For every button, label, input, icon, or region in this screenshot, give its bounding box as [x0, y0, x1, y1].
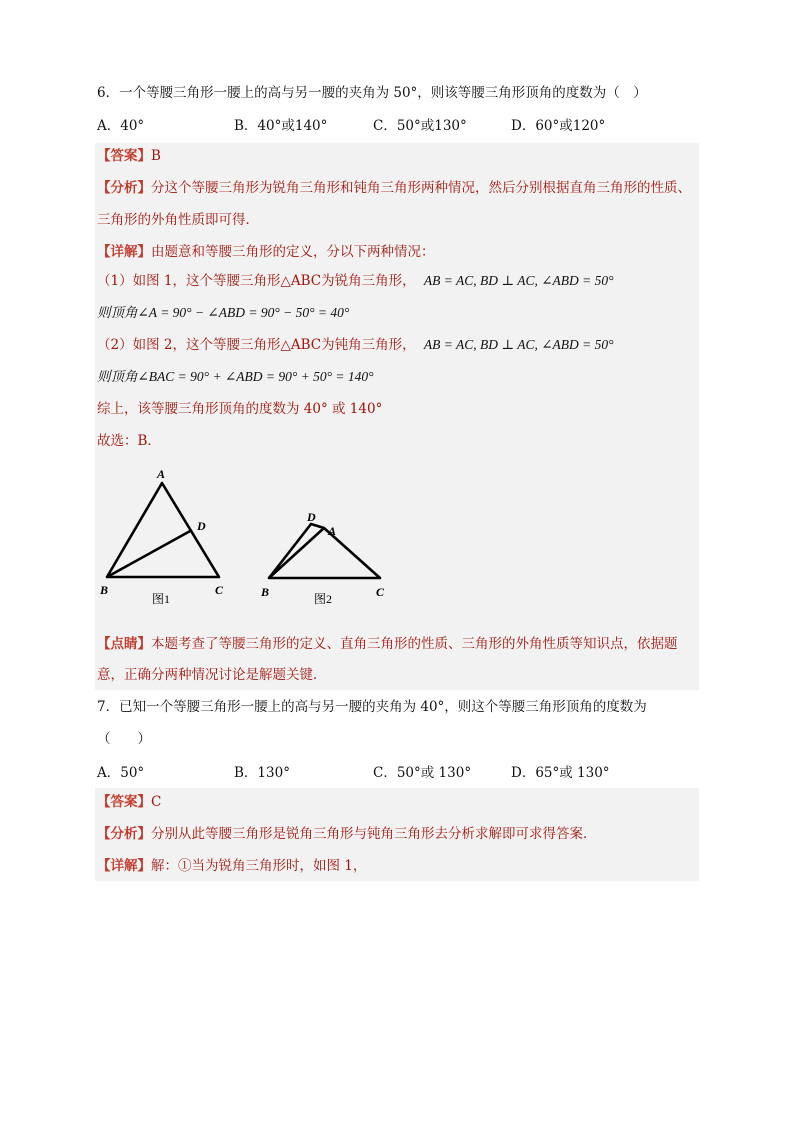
fig2-label-b: B — [261, 585, 270, 599]
detail-tag: 【详解】 — [97, 858, 151, 874]
case-1-row — [97, 271, 614, 291]
analysis-text-1: 分这个等腰三角形为锐角三角形和钝角三角形两种情况，然后分别根据直角三角形的性质、 — [151, 180, 691, 196]
fig2-label-a: A — [328, 524, 337, 538]
q6-analysis-row — [97, 178, 691, 198]
fig1-label-c: C — [215, 583, 224, 597]
analysis-tag: 【分析】 — [97, 826, 151, 842]
case-1-result: 则顶角∠A = 90° − ∠ABD = 90° − 50° = 40° — [97, 305, 350, 320]
option-a[interactable]: A．40° — [97, 118, 145, 134]
option-b[interactable]: B．40°或140° — [234, 118, 328, 134]
fig1-caption: 图1 — [152, 592, 171, 606]
option-c[interactable]: C．50°或130° — [373, 118, 467, 134]
analysis-text-2: 三角形的外角性质即可得． — [97, 212, 259, 228]
q6-detail-row — [97, 242, 435, 262]
q7-analysis-row — [97, 824, 597, 844]
question-7-stem: 7．已知一个等腰三角形一腰上的高与另一腰的夹角为 40°，则这个等腰三角形顶角的度数为 — [97, 699, 647, 715]
q7-answer-row — [97, 792, 161, 812]
case-1-condition: AB = AC, BD ⊥ AC, ∠ABD = 50° — [423, 273, 614, 288]
answer-tag: 【答案】 — [97, 148, 151, 164]
summary-text: 综上，该等腰三角形顶角的度数为 40° 或 140° — [97, 401, 383, 417]
comment-text-1: 本题考查了等腰三角形的定义、直角三角形的性质、三角形的外角性质等知识点，依据题 — [151, 636, 678, 652]
option-c[interactable]: C．50°或 130° — [373, 765, 472, 781]
comment-tag: 【点睛】 — [97, 636, 151, 652]
answer-value: B — [151, 148, 161, 164]
figure-2 — [260, 510, 385, 606]
answer-tag: 【答案】 — [97, 794, 151, 810]
question-7-options — [97, 761, 697, 781]
option-d[interactable]: D．65°或 130° — [511, 765, 610, 781]
q6-comment-row — [97, 634, 678, 654]
fig2-label-d: D — [307, 510, 316, 524]
question-6-options — [97, 114, 697, 134]
analysis-tag: 【分析】 — [97, 180, 151, 196]
question-7-paren: （ ） — [97, 731, 151, 747]
case-2-result: 则顶角∠BAC = 90° + ∠ABD = 90° + 50° = 140° — [97, 369, 374, 384]
case-2-row — [97, 335, 614, 355]
fig1-label-a: A — [157, 467, 166, 481]
fig1-label-b: B — [100, 583, 109, 597]
case-2-text: （2）如图 2，这个等腰三角形△ABC为钝角三角形， — [97, 337, 416, 353]
fig2-caption: 图2 — [314, 592, 333, 606]
choose-text: 故选：B． — [97, 433, 161, 449]
option-b[interactable]: B．130° — [234, 765, 290, 781]
case-1-text: （1）如图 1，这个等腰三角形△ABC为锐角三角形， — [97, 273, 416, 289]
figures — [95, 460, 699, 620]
figure-1 — [99, 467, 224, 606]
option-a[interactable]: A．50° — [97, 765, 145, 781]
fig2-triangle — [269, 528, 380, 578]
q7-detail-row — [97, 856, 366, 876]
comment-text-2: 意，正确分两种情况讨论是解题关键． — [97, 667, 327, 683]
option-d[interactable]: D．60°或120° — [511, 118, 606, 134]
detail-text: 解：①当为锐角三角形时，如图 1， — [151, 858, 367, 874]
detail-tag: 【详解】 — [97, 244, 151, 260]
fig2-label-c: C — [376, 585, 385, 599]
q6-answer-row — [97, 146, 161, 166]
case-2-condition: AB = AC, BD ⊥ AC, ∠ABD = 50° — [423, 337, 614, 352]
analysis-text: 分别从此等腰三角形是锐角三角形与钝角三角形去分析求解即可求得答案． — [151, 826, 597, 842]
question-6-stem: 6．一个等腰三角形一腰上的高与另一腰的夹角为 50°，则该等腰三角形顶角的度数为（ ） — [97, 85, 647, 101]
fig1-label-d: D — [197, 519, 206, 533]
answer-value: C — [151, 794, 162, 810]
figure-svg — [95, 460, 699, 620]
detail-intro: 由题意和等腰三角形的定义，分以下两种情况： — [151, 244, 435, 260]
